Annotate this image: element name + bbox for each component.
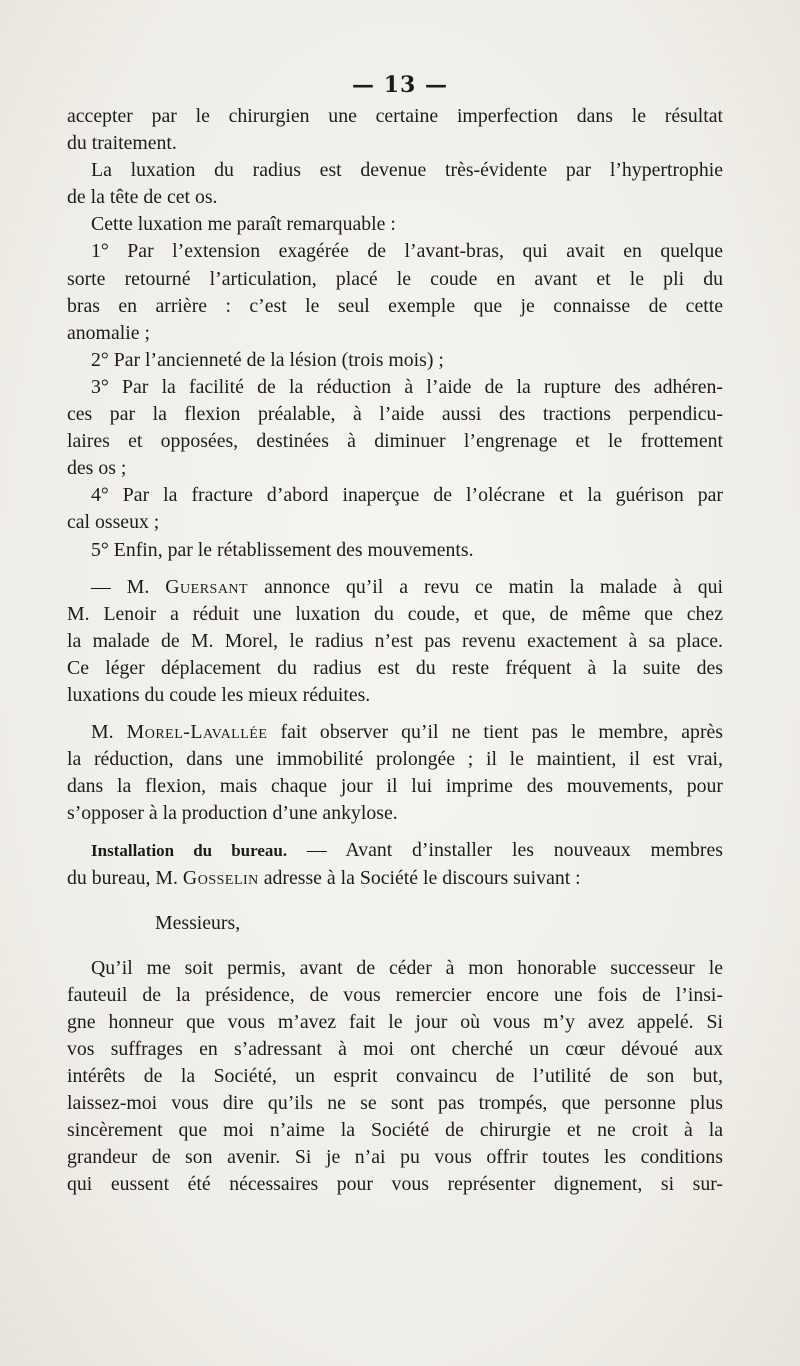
text-line: intérêts de la Société, un esprit convaincu de l’utilité de son but, [67,1065,723,1088]
text-line: Installation du bureau. — Avant d’installer les nouveaux membres [91,839,723,862]
text-line: — M. Guersant annonce qu’il a revu ce matin la malade à qui [91,575,723,598]
text-line: sorte retourné l’articulation, placé le coude en avant et le pli du [67,267,723,290]
text-line: M. Lenoir a réduit une luxation du coude, et que, de même que chez [67,602,723,625]
text-line: vos suffrages en s’adressant à moi ont cherché un cœur dévoué aux [67,1038,723,1060]
text-line: anomalie ; [67,321,150,344]
section-heading: Installation du bureau. [91,841,288,861]
text-line: dans la flexion, mais chaque jour il lui imprime des mouvements, pour [67,775,723,798]
text-line: laissez-moi vous dire qu’ils ne se sont pas trompés, que personne plus [67,1092,723,1115]
text-line: sincèrement que moi n’aime la Société de chirurgie et ne croit à la [67,1119,723,1142]
text-line: gne honneur que vous m’avez fait le jour où vous m’y avez appelé. Si [67,1010,723,1033]
text-line: la réduction, dans une immobilité prolongée ; il le maintient, il est vrai, [67,748,723,771]
text-line: s’opposer à la production d’une ankylose. [67,802,398,825]
author-name: Morel-Lavallée [126,721,268,744]
text-line: des os ; [67,457,127,480]
text-line: du traitement. [67,132,177,155]
text-line: Qu’il me soit permis, avant de céder à mon honorable successeur le [91,956,723,979]
text-line: la malade de M. Morel, le radius n’est pas revenu exactement à sa place. [67,629,723,652]
text-line: ces par la flexion préalable, à l’aide aussi des tractions perpendicu- [67,403,723,426]
text-line: 2° Par l’ancienneté de la lésion (trois mois) ; [91,348,444,371]
text-line: cal osseux ; [67,511,160,534]
text-line: La luxation du radius est devenue très-évidente par l’hypertrophie [91,159,723,182]
text-line: bras en arrière : c’est le seul exemple que je connaisse de cette [67,294,723,317]
text-line: luxations du coude les mieux réduites. [67,683,371,706]
text-line: laires et opposées, destinées à diminuer l’engrenage et le frottement [67,430,723,453]
text-line: 1° Par l’extension exagérée de l’avant-bras, qui avait en quelque [91,240,723,263]
text-line: fauteuil de la présidence, de vous remercier encore une fois de l’insi- [67,983,723,1006]
text-line: grandeur de son avenir. Si je n’ai pu vous offrir toutes les conditions [67,1146,723,1169]
text-line: Ce léger déplacement du radius est du reste fréquent à la suite des [67,656,723,679]
text-line: du bureau, M. Gosselin adresse à la Société le discours suivant : [67,866,581,889]
text-line: accepter par le chirurgien une certaine imperfection dans le résultat [67,105,723,127]
body-text [67,103,723,1199]
text-line: qui eussent été nécessaires pour vous représenter dignement, si sur- [67,1173,723,1196]
salutation: Messieurs, [155,911,241,934]
text-line: Cette luxation me paraît remarquable : [91,213,396,236]
text-line: de la tête de cet os. [67,186,218,209]
text-line: 4° Par la fracture d’abord inaperçue de l’olécrane et la guérison par [91,484,723,507]
text-line: 3° Par la facilité de la réduction à l’aide de la rupture des adhéren- [91,375,723,398]
text-line: 5° Enfin, par le rétablissement des mouvements. [91,538,474,561]
page-number: — 13 — [352,72,448,98]
text-line: M. Morel-Lavallée fait observer qu’il ne tient pas le membre, après [91,721,724,744]
author-name: Gosselin [182,866,259,889]
author-name: Guersant [165,575,249,598]
